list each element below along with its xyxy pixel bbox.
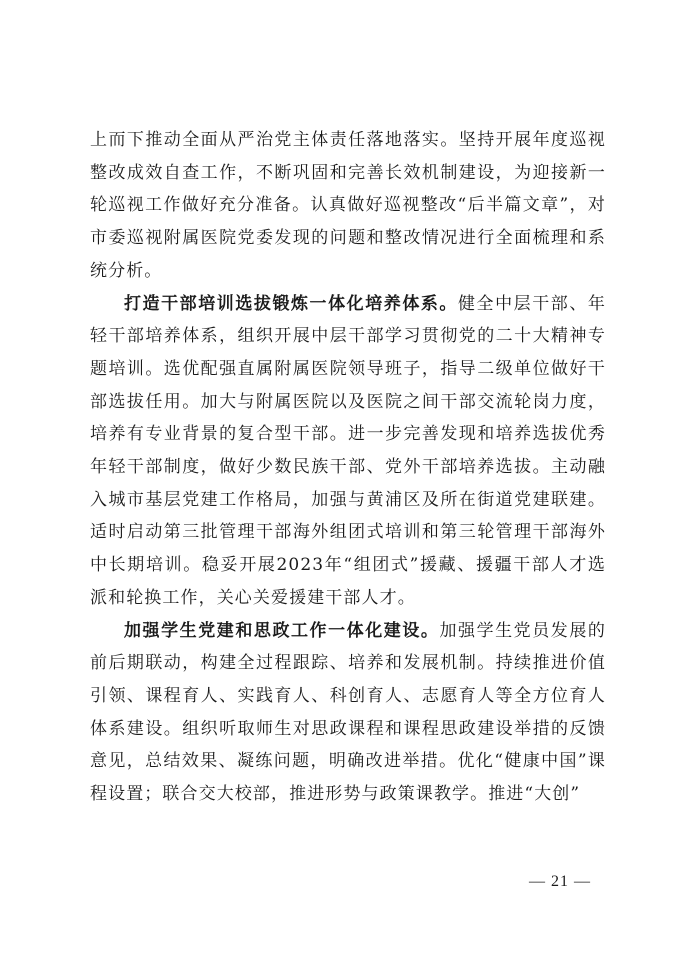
paragraph-heading: 加强学生党建和思政工作一体化建设。 xyxy=(124,620,440,641)
body-text xyxy=(90,124,606,811)
paragraph-heading: 打造干部培训选拔锻炼一体化培养体系。 xyxy=(124,293,458,314)
paragraph-student-party-building xyxy=(90,615,606,811)
paragraph-continuation xyxy=(90,124,606,288)
paragraph-text: 上而下推动全面从严治党主体责任落地落实。坚持开展年度巡视整改成效自查工作，不断巩固和完善长效机制建设，为迎接新一轮巡视工作做好充分准备。认真做好巡视整改“后半篇文章”，对市委巡视附属医院党委发现的问题和整改情况进行全面梳理和系统分析。 xyxy=(90,130,606,281)
paragraph-text: 加强学生党员发展的前后期联动，构建全过程跟踪、培养和发展机制。持续推进价值引领、课程育人、实践育人、科创育人、志愿育人等全方位育人体系建设。组织听取师生对思政课程和课程思政建设举措的反馈意见，总结效果、凝练问题，明确改进举措。优化“健康中国”课程设置；联合交大校部，推进形势与政策课教学。推进“大创” xyxy=(90,620,606,805)
paragraph-text: 健全中层干部、年轻干部培养体系，组织开展中层干部学习贯彻党的二十大精神专题培训。选优配强直属附属医院领导班子，指导二级单位做好干部选拔任用。加大与附属医院以及医院之间干部交流轮岗力度，培养有专业背景的复合型干部。进一步完善发现和培养选拔优秀年轻干部制度，做好少数民族干部、党外干部培养选拔。主动融入城市基层党建工作格局，加强与黄浦区及所在街道党建联建。适时启动第三批管理干部海外组团式培训和第三轮管理干部海外中长期培训。稳妥开展2023年“组团式”援藏、援疆干部人才选派和轮换工作，关心关爱援建干部人才。 xyxy=(90,293,606,608)
paragraph-cadre-training xyxy=(90,288,606,615)
page-number: — 21 — xyxy=(529,873,591,890)
